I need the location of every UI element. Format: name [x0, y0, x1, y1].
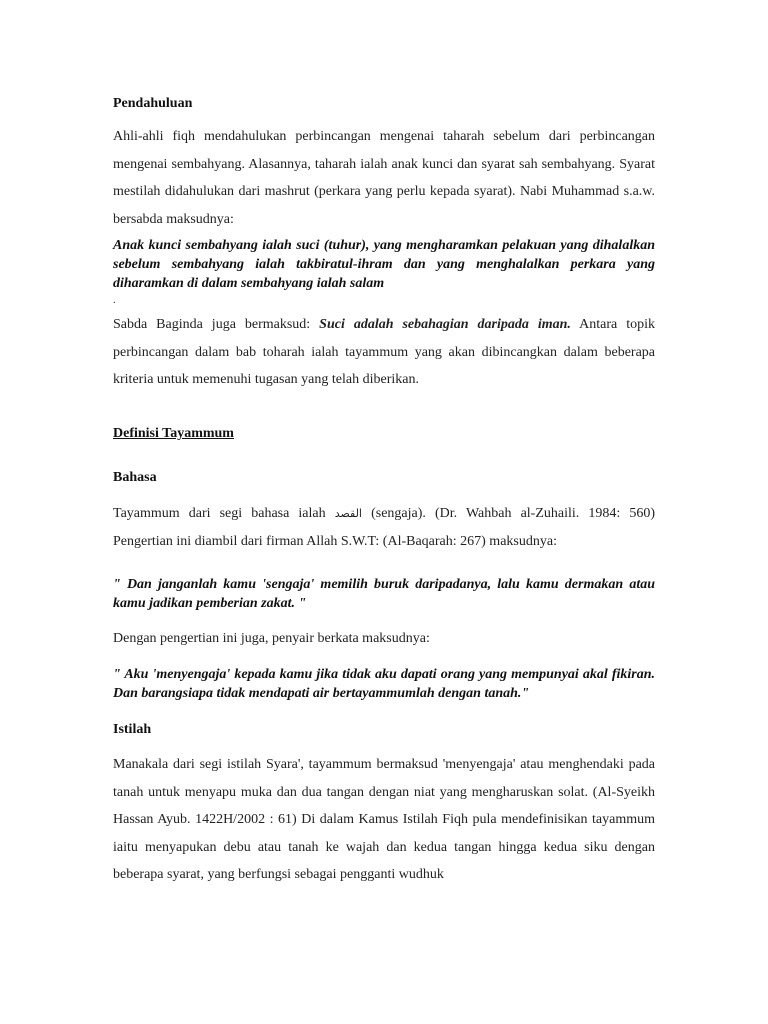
paragraph-bahasa-start: Tayammum dari segi bahasa ialah: [113, 506, 335, 521]
paragraph-sabda: [113, 311, 655, 394]
paragraph-sabda-start: Sabda Baginda juga bermaksud:: [113, 317, 320, 332]
quote-hadith-1: Anak kunci sembahyang ialah suci (tuhur), yang mengharamkan pelakuan yang dihalalkan sebelum sembahyang ialah takbiratul-ihram dan yang menghalalkan perkara yang diharamkan di dalam sembahyang ialah salam: [113, 238, 655, 291]
paragraph-sabda-end: Antara topik perbincangan dalam bab toharah ialah tayammum yang akan dibincangkan dalam beberapa kriteria untuk memenuhi tugasan yang telah diberikan.: [113, 317, 655, 387]
quote-al-baqarah: " Dan janganlah kamu 'sengaja' memilih buruk daripadanya, lalu kamu dermakan atau kamu jadikan pemberian zakat. ": [113, 577, 655, 611]
heading-pendahuluan: Pendahuluan: [113, 96, 193, 111]
quote-penyair: " Aku 'menyengaja' kepada kamu jika tidak aku dapati orang yang mempunyai akal fikiran. Dan barangsiapa tidak mendapati air bertayammumlah dengan tanah.": [113, 667, 655, 701]
paragraph-penyair: Dengan pengertian ini juga, penyair berkata maksudnya:: [113, 631, 430, 646]
paragraph-sabda-emphasis: Suci adalah sebahagian daripada iman.: [319, 317, 571, 332]
paragraph-bahasa: [113, 500, 655, 555]
heading-istilah: Istilah: [113, 722, 152, 737]
paragraph-istilah: Manakala dari segi istilah Syara', tayammum bermaksud 'menyengaja' atau menghendaki pada tanah untuk menyapu muka dan dua tangan dengan niat yang mengharuskan solat. (Al-Syeikh Hassan Ayub. 1422H/2002 : 61) Di dalam Kamus Istilah Fiqh pula mendefinisikan tayammum iaitu menyapukan debu atau tanah ke wajah dan kedua tangan hingga kedua siku dengan beberapa syarat, yang berfungsi sebagai pengganti wudhuk: [113, 757, 655, 882]
heading-bahasa: Bahasa: [113, 470, 157, 485]
heading-definisi-tayammum: Definisi Tayammum: [113, 426, 234, 441]
paragraph-intro: Ahli-ahli fiqh mendahulukan perbincangan mengenai taharah sebelum dari perbincangan mengenai sembahyang. Alasannya, taharah ialah anak kunci dan syarat sah sembahyang. Syarat mestilah didahulukan dari mashrut (perkara yang perlu kepada syarat). Nabi Muhammad s.a.w. bersabda maksudnya:: [113, 129, 655, 227]
paragraph-bahasa-end: (sengaja). (Dr. Wahbah al-Zuhaili. 1984: 560) Pengertian ini diambil dari firman Allah S.W.T: (Al-Baqarah: 267) maksudnya:: [113, 506, 655, 549]
arabic-word: القصد: [334, 507, 362, 520]
stray-mark: .: [113, 295, 116, 306]
